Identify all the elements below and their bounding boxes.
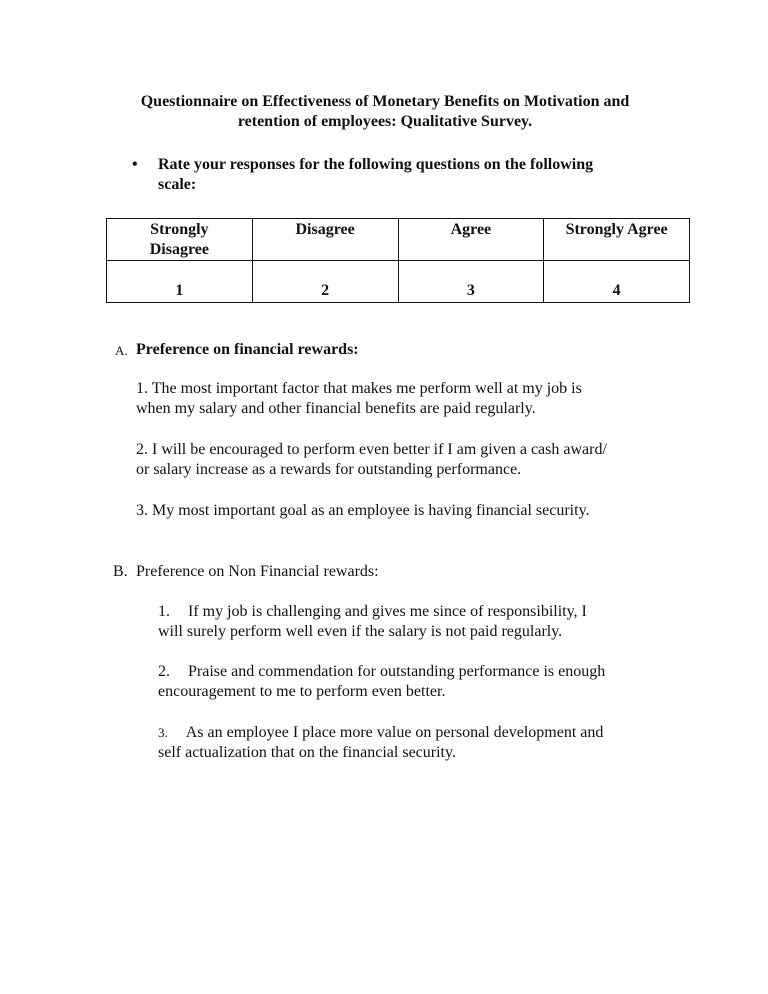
scale-value-1: 1: [107, 261, 253, 303]
scale-header-strongly-disagree: [107, 219, 253, 261]
instruction-line-2: scale:: [158, 176, 197, 193]
question-text: If my job is challenging and gives me since of responsibility, I: [188, 603, 587, 620]
section-b-title: Preference on Non Financial rewards:: [136, 563, 379, 580]
scale-value-2: 2: [252, 261, 398, 303]
title-line-2: retention of employees: Qualitative Survey.: [237, 113, 533, 130]
section-a-question-3: [136, 501, 676, 521]
scale-value-row: [107, 261, 690, 303]
question-number: 3.: [158, 725, 168, 740]
question-line: [158, 723, 678, 743]
question-line: [158, 662, 678, 682]
section-a-question-2: [136, 440, 676, 480]
scale-header-line-1: Strongly: [150, 221, 209, 238]
document-title: [100, 92, 670, 132]
instruction-text: [158, 155, 668, 195]
question-line: 2. I will be encouraged to perform even better if I am given a cash award/: [136, 441, 607, 458]
question-line: 1. The most important factor that makes me perform well at my job is: [136, 380, 582, 397]
scale-header-row: [107, 219, 690, 261]
question-number: 1.: [158, 603, 170, 620]
question-text: As an employee I place more value on personal development and: [185, 724, 604, 741]
question-line: 3. My most important goal as an employee is having financial security.: [136, 502, 590, 519]
question-number: 2.: [158, 663, 170, 680]
question-line: self actualization that on the financial security.: [158, 744, 456, 761]
section-a-title: Preference on financial rewards:: [136, 341, 359, 358]
scale-value-4: 4: [544, 261, 690, 303]
scale-header-line-2: Disagree: [149, 241, 209, 258]
title-line-1: Questionnaire on Effectiveness of Monetary Benefits on Motivation and: [140, 93, 630, 110]
scale-header-disagree: Disagree: [252, 219, 398, 261]
question-text: Praise and commendation for outstanding performance is enough: [188, 663, 606, 680]
bullet-icon: •: [132, 156, 138, 173]
question-line: or salary increase as a rewards for outstanding performance.: [136, 461, 522, 478]
section-b-question-1: [158, 602, 678, 642]
question-line: when my salary and other financial benefits are paid regularly.: [136, 400, 536, 417]
question-line: encouragement to me to perform even better.: [158, 683, 446, 700]
section-a-letter: A.: [115, 343, 128, 358]
section-b-question-2: [158, 662, 678, 702]
scale-value-3: 3: [398, 261, 544, 303]
section-b-letter: B.: [113, 563, 128, 580]
section-b-question-3: [158, 723, 678, 763]
rating-scale-table: [106, 218, 690, 303]
scale-header-agree: Agree: [398, 219, 544, 261]
question-line: [158, 602, 678, 622]
section-a-question-1: [136, 379, 676, 419]
instruction-line-1: Rate your responses for the following questions on the following: [158, 156, 594, 173]
scale-header-strongly-agree: Strongly Agree: [544, 219, 690, 261]
question-line: will surely perform well even if the salary is not paid regularly.: [158, 623, 563, 640]
